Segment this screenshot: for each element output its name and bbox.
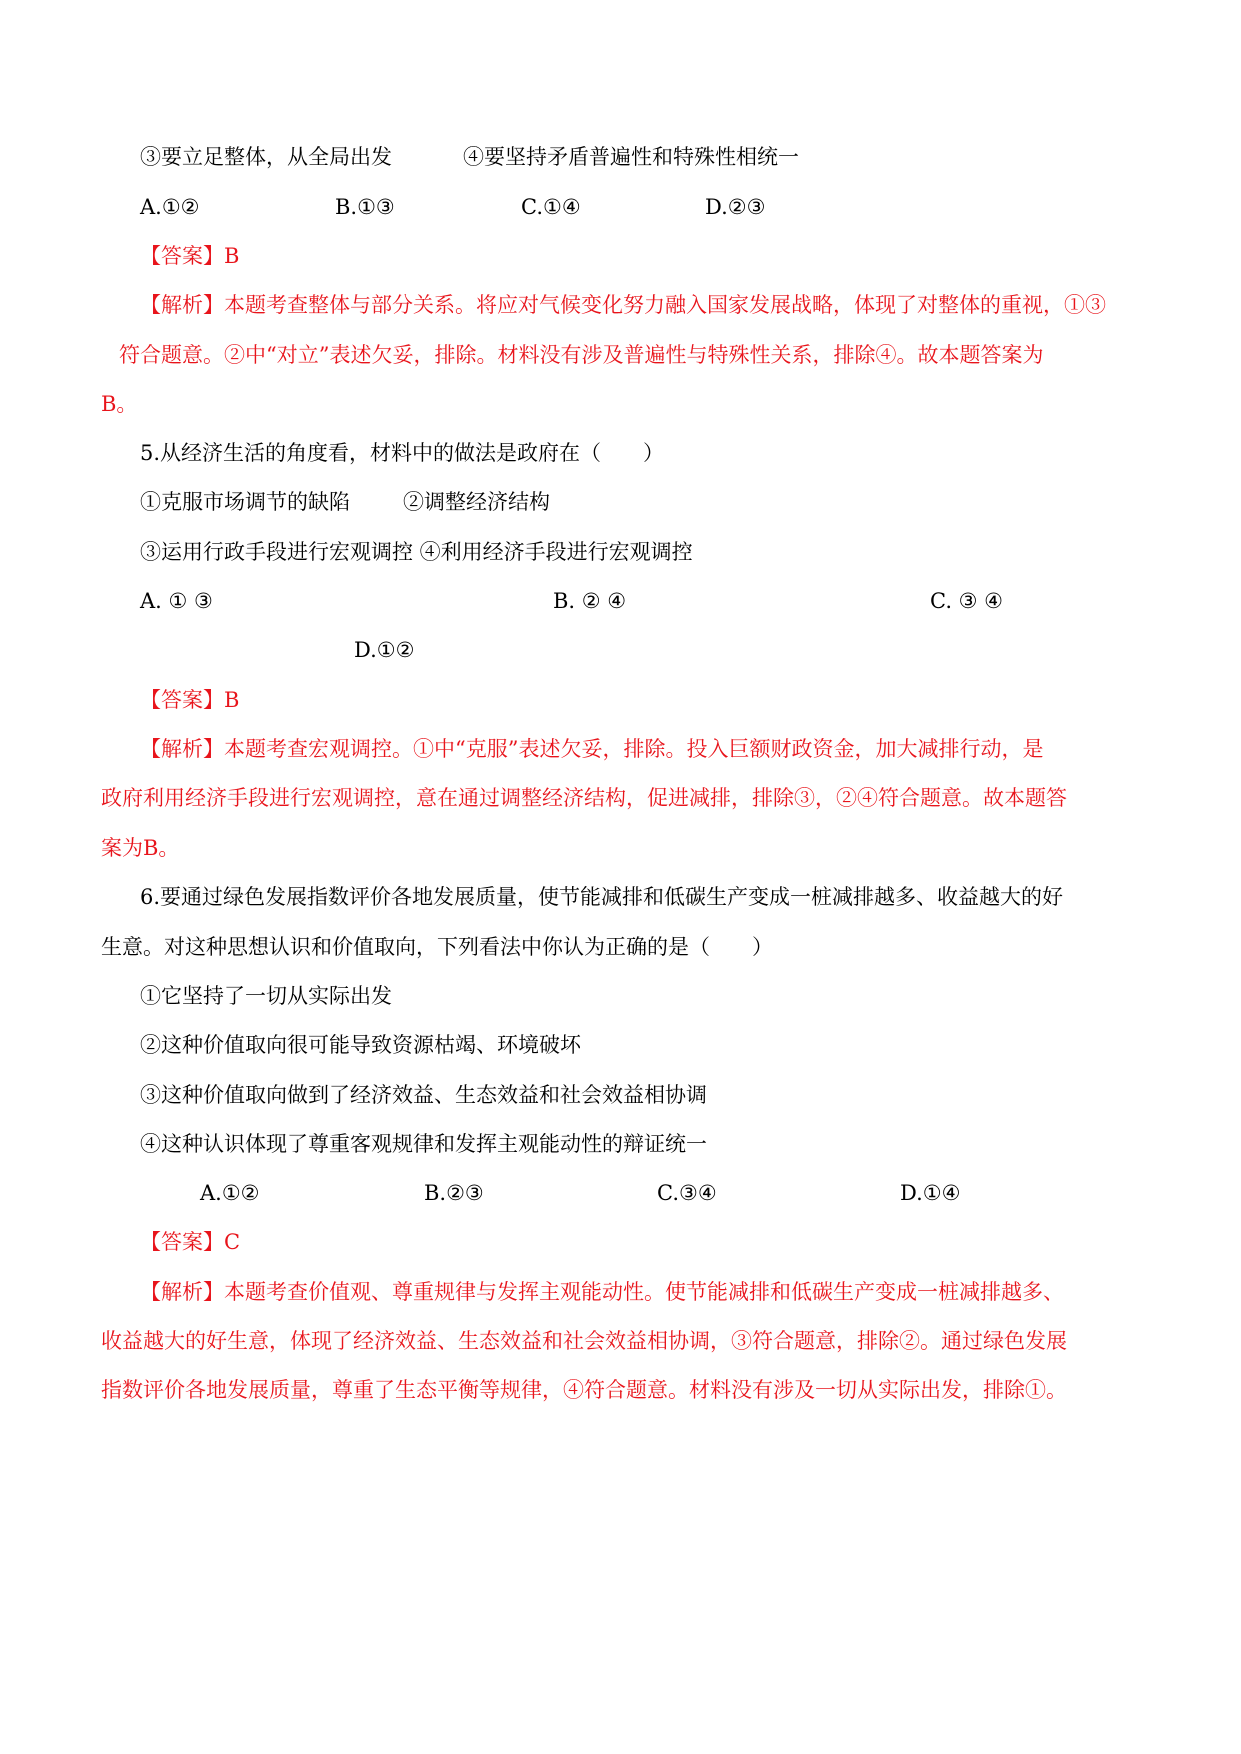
q6-analysis-line-3: 指数评价各地发展质量，尊重了生态平衡等规律，④符合题意。材料没有涉及一切从实际出发，排除①。 [101,1378,1067,1402]
q6-item-2: ②这种价值取向很可能导致资源枯竭、环境破坏 [140,1033,581,1057]
q6-stem-line-2: 生意。对这种思想认识和价值取向，下列看法中你认为正确的是（ ） [101,935,773,959]
q6-option-c: C.③④ [657,1181,717,1205]
q4-option-c: C.①④ [521,195,581,219]
q5-answer: 【答案】B [140,688,240,712]
q5-analysis-line-1: 【解析】本题考查宏观调控。①中“克服”表述欠妥，排除。投入巨额财政资金，加大减排行动，是 [140,737,1044,761]
q5-option-c: C. ③ ④ [930,589,1003,613]
q6-item-4: ④这种认识体现了尊重客观规律和发挥主观能动性的辩证统一 [140,1132,707,1156]
q5-item-3-4: ③运用行政手段进行宏观调控 ④利用经济手段进行宏观调控 [140,540,693,564]
q5-analysis-line-3: 案为B。 [101,836,180,860]
q4-analysis-line-1: 【解析】本题考查整体与部分关系。将应对气候变化努力融入国家发展战略，体现了对整体的重视，①③ [140,293,1106,317]
q5-option-d: D.①② [354,638,415,662]
q6-option-d: D.①④ [900,1181,961,1205]
q6-item-3: ③这种价值取向做到了经济效益、生态效益和社会效益相协调 [140,1083,707,1107]
q5-item-1: ①克服市场调节的缺陷 [140,490,350,514]
q4-answer: 【答案】B [140,244,240,268]
q6-item-1: ①它坚持了一切从实际出发 [140,984,392,1008]
q5-item-2: ②调整经济结构 [403,490,550,514]
q5-analysis-line-2: 政府利用经济手段进行宏观调控，意在通过调整经济结构，促进减排，排除③，②④符合题意。故本题答 [101,786,1067,810]
q6-analysis-line-2: 收益越大的好生意，体现了经济效益、生态效益和社会效益相协调，③符合题意，排除②。通过绿色发展 [101,1329,1067,1353]
q4-item-4: ④要坚持矛盾普遍性和特殊性相统一 [463,145,799,169]
q5-option-a: A. ① ③ [140,589,213,613]
q6-analysis-line-1: 【解析】本题考查价值观、尊重规律与发挥主观能动性。使节能减排和低碳生产变成一桩减排越多、 [140,1280,1064,1304]
q6-stem-line-1: 6.要通过绿色发展指数评价各地发展质量，使节能减排和低碳生产变成一桩减排越多、收益越大的好 [140,885,1064,909]
q6-option-a: A.①② [200,1181,260,1205]
q4-option-a: A.①② [140,195,200,219]
q6-answer: 【答案】C [140,1230,241,1254]
q4-option-b: B.①③ [335,195,395,219]
q6-option-b: B.②③ [424,1181,484,1205]
q4-option-d: D.②③ [705,195,766,219]
q4-item-3: ③要立足整体，从全局出发 [140,145,392,169]
q4-analysis-line-3: B。 [101,392,138,416]
q4-analysis-line-2: 符合题意。②中“对立”表述欠妥，排除。材料没有涉及普遍性与特殊性关系，排除④。故本题答案为 [119,343,1044,367]
q5-option-b: B. ② ④ [553,589,627,613]
q5-stem: 5.从经济生活的角度看，材料中的做法是政府在（ ） [140,441,665,465]
